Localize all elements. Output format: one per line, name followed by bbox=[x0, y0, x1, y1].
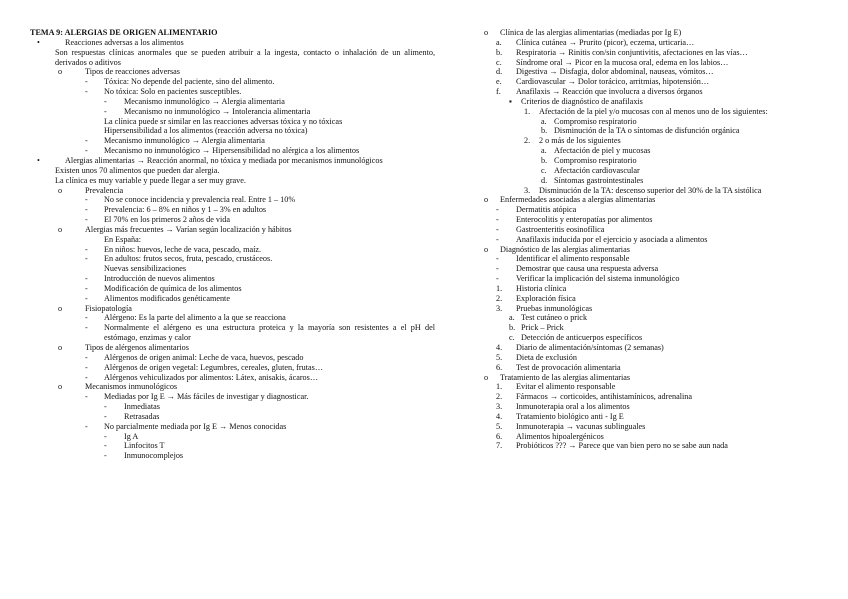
item-text: No parcialmente mediada por Ig E → Menos conocidas bbox=[104, 421, 287, 431]
outline-item bbox=[484, 186, 814, 196]
item-text: Demostrar que causa una respuesta adversa bbox=[516, 264, 659, 274]
list-marker: f. bbox=[496, 87, 501, 97]
item-text: Probióticos ??? → Parece que van bien pero no se sabe aun nada bbox=[516, 441, 728, 451]
list-marker: o bbox=[484, 244, 489, 254]
outline-item bbox=[484, 402, 814, 412]
list-marker: - bbox=[85, 421, 88, 431]
item-text: Evitar el alimento responsable bbox=[516, 382, 616, 392]
outline-item bbox=[30, 225, 435, 235]
list-marker: - bbox=[85, 274, 88, 284]
list-marker: - bbox=[496, 274, 499, 284]
outline-item bbox=[484, 58, 814, 68]
outline-item bbox=[484, 323, 814, 333]
outline-item bbox=[30, 432, 435, 442]
list-marker: - bbox=[85, 372, 88, 382]
outline-item bbox=[30, 126, 435, 136]
title-text: TEMA 9: ALERGIAS DE ORIGEN ALIMENTARIO bbox=[30, 28, 218, 37]
outline-item bbox=[484, 412, 814, 422]
outline-item bbox=[30, 353, 435, 363]
list-marker: - bbox=[496, 205, 499, 215]
outline-item bbox=[30, 402, 435, 412]
list-marker: a. bbox=[496, 37, 502, 47]
item-text: Prick – Prick bbox=[521, 323, 564, 333]
list-marker: - bbox=[496, 224, 499, 234]
outline-item bbox=[30, 235, 435, 245]
list-marker: o bbox=[484, 372, 489, 382]
item-text: Afectación de la piel y/o mucosas con al menos uno de los siguientes: bbox=[539, 106, 768, 116]
list-marker: b. bbox=[496, 47, 503, 57]
item-text: Retrasadas bbox=[124, 411, 160, 421]
item-text: No tóxica: Solo en pacientes susceptibles. bbox=[104, 87, 242, 97]
outline-item bbox=[484, 343, 814, 353]
item-text: Alérgenos de origen vegetal: Legumbres, cereales, gluten, frutas… bbox=[104, 362, 324, 372]
list-marker: - bbox=[85, 215, 88, 225]
item-text: Mecanismo no inmunológico → Intolerancia alimentaria bbox=[124, 106, 311, 116]
list-marker: - bbox=[104, 451, 107, 461]
item-text: Clínica cutánea → Prurito (picor), eczema, urticaria… bbox=[516, 37, 695, 47]
outline-item bbox=[484, 284, 814, 294]
list-marker: o bbox=[58, 343, 63, 352]
item-text: Hipersensibilidad a los alimentos (reacción adversa no tóxica) bbox=[104, 126, 308, 136]
outline-item bbox=[484, 215, 814, 225]
outline-item bbox=[484, 67, 814, 77]
list-marker: o bbox=[484, 28, 489, 37]
outline-item bbox=[484, 48, 814, 58]
item-text: Detección de anticuerpos específicos bbox=[521, 333, 643, 343]
outline-item bbox=[30, 441, 435, 451]
item-text: Fármacos → corticoides, antihistamínicos, adrenalina bbox=[516, 392, 692, 402]
item-text: Disminución de la TA: descenso superior del 30% de la TA sistólica bbox=[539, 185, 762, 195]
list-marker: b. bbox=[541, 126, 548, 136]
outline-item bbox=[484, 97, 814, 107]
outline-item bbox=[30, 363, 435, 373]
item-text: Mecanismo no inmunológico → Hipersensibilidad no alérgica a los alimentos bbox=[104, 146, 360, 156]
item-text: Tipos de alérgenos alimentarios bbox=[85, 343, 189, 352]
item-text: Alérgenos vehiculizados por alimentos: Látex, anisakis, ácaros… bbox=[104, 372, 319, 382]
list-marker: - bbox=[496, 215, 499, 225]
outline-item bbox=[484, 245, 814, 255]
item-text: Prevalencia: 6 – 8% en niños y 1 – 3% en adultos bbox=[104, 205, 267, 215]
outline-item bbox=[484, 117, 814, 127]
outline-item bbox=[30, 284, 435, 294]
outline-item bbox=[484, 156, 814, 166]
outline-item bbox=[484, 274, 814, 284]
item-text: Cardiovascular → Dolor torácico, arritmias, hipotensión… bbox=[516, 77, 710, 87]
item-text: Alérgenos de origen animal: Leche de vaca, huevos, pescado bbox=[104, 352, 304, 362]
item-text: Inmediatas bbox=[124, 402, 160, 412]
list-marker: • bbox=[37, 155, 40, 165]
outline-item bbox=[484, 422, 814, 432]
list-marker: c. bbox=[496, 57, 502, 67]
outline-item bbox=[30, 107, 435, 117]
list-marker: - bbox=[104, 431, 107, 441]
outline-item bbox=[484, 313, 814, 323]
list-marker: - bbox=[85, 283, 88, 293]
list-marker: - bbox=[85, 254, 88, 264]
list-marker: 1. bbox=[496, 283, 503, 293]
list-marker: - bbox=[85, 77, 88, 87]
outline-item bbox=[30, 294, 435, 304]
list-marker: - bbox=[85, 87, 88, 97]
outline-item bbox=[30, 87, 435, 97]
list-marker: ▪ bbox=[509, 96, 512, 106]
item-text: Tratamiento biológico anti - Ig E bbox=[516, 411, 624, 421]
item-text: La clínica es muy variable y puede llegar a ser muy grave. bbox=[55, 175, 246, 185]
outline-item bbox=[484, 38, 814, 48]
outline-item bbox=[30, 176, 435, 186]
outline-item bbox=[484, 225, 814, 235]
item-text: Enterocolitis y enteropatías por alimentos bbox=[516, 215, 653, 225]
list-marker: b. bbox=[541, 155, 548, 165]
list-marker: 1. bbox=[524, 106, 531, 116]
item-text: Tipos de reacciones adversas bbox=[85, 67, 180, 77]
outline-item bbox=[30, 451, 435, 461]
outline-item bbox=[484, 195, 814, 205]
list-marker: - bbox=[85, 146, 88, 156]
outline-item bbox=[30, 195, 435, 205]
list-marker: e. bbox=[496, 77, 502, 87]
item-text: Síndrome oral → Picor en la mucosa oral, edema en los labios… bbox=[516, 57, 729, 67]
outline-item bbox=[30, 215, 435, 225]
outline-item bbox=[484, 432, 814, 442]
outline-item bbox=[30, 264, 435, 274]
list-marker: 5. bbox=[496, 421, 503, 431]
list-marker: - bbox=[104, 411, 107, 421]
item-text: Inmunoterapia oral a los alimentos bbox=[516, 402, 630, 412]
item-text: Tóxica: No depende del paciente, sino del alimento. bbox=[104, 77, 275, 87]
list-marker: - bbox=[85, 313, 88, 323]
list-marker: d. bbox=[541, 175, 548, 185]
item-text: Mecanismo inmunológico → Alergia alimentaria bbox=[104, 136, 265, 146]
list-marker: • bbox=[37, 37, 40, 47]
list-marker: 2. bbox=[496, 293, 503, 303]
item-text: 2 o más de los siguientes bbox=[539, 136, 621, 146]
list-marker: - bbox=[85, 195, 88, 205]
list-marker: - bbox=[496, 254, 499, 264]
item-text: Mediadas por Ig E → Más fáciles de investigar y diagnosticar. bbox=[104, 392, 309, 402]
outline-item bbox=[30, 77, 435, 87]
list-marker: - bbox=[104, 402, 107, 412]
list-marker: c. bbox=[541, 165, 547, 175]
outline-item bbox=[30, 117, 435, 127]
list-marker: - bbox=[496, 234, 499, 244]
outline-item bbox=[30, 274, 435, 284]
item-text: Digestiva → Disfagia, dolor abdominal, nauseas, vómitos… bbox=[516, 67, 714, 77]
item-text: Compromiso respiratorio bbox=[554, 116, 637, 126]
list-marker: - bbox=[85, 205, 88, 215]
outline-item bbox=[484, 146, 814, 156]
item-text: Alergias más frecuentes → Varían según localización y hábitos bbox=[85, 224, 292, 234]
item-text: Ig A bbox=[124, 431, 139, 441]
outline-item bbox=[30, 245, 435, 255]
outline-item bbox=[484, 294, 814, 304]
item-text: Clínica de las alergias alimentarias (mediadas por Ig E) bbox=[500, 28, 682, 37]
item-text: Alimentos hipoalergénicos bbox=[516, 431, 604, 441]
outline-item bbox=[30, 146, 435, 156]
list-marker: - bbox=[104, 96, 107, 106]
list-marker: 3. bbox=[496, 303, 503, 313]
outline-item bbox=[30, 382, 435, 392]
list-marker: d. bbox=[496, 67, 503, 77]
outline-item bbox=[30, 392, 435, 402]
item-text: Reacciones adversas a los alimentos bbox=[65, 37, 184, 47]
outline-item bbox=[484, 392, 814, 402]
list-marker: o bbox=[58, 185, 63, 195]
outline-item bbox=[30, 136, 435, 146]
list-marker: 3. bbox=[496, 402, 503, 412]
outline-item bbox=[30, 97, 435, 107]
item-text: Síntomas gastrointestinales bbox=[554, 175, 644, 185]
item-text: Tratamiento de las alergias alimentarias bbox=[500, 372, 631, 382]
document-title bbox=[30, 28, 435, 38]
list-marker: b. bbox=[509, 323, 516, 333]
outline-item bbox=[30, 38, 435, 48]
outline-item bbox=[30, 156, 435, 166]
item-text: Respiratoria → Rinitis con/sin conjuntivitis, afectaciones en las vías… bbox=[516, 47, 748, 57]
outline-item bbox=[30, 186, 435, 196]
item-text: Inmunoterapia → vacunas sublinguales bbox=[516, 421, 646, 431]
item-text: Modificación de química de los alimentos bbox=[104, 283, 242, 293]
list-marker: c. bbox=[509, 333, 515, 343]
item-text: Afectación cardiovascular bbox=[554, 165, 640, 175]
item-text: Linfocitos T bbox=[124, 441, 165, 451]
right-column bbox=[484, 28, 814, 451]
list-marker: - bbox=[85, 352, 88, 362]
outline-item bbox=[30, 254, 435, 264]
item-text: Test de provocación alimentaria bbox=[516, 362, 621, 372]
outline-item bbox=[484, 28, 814, 38]
item-text: Introducción de nuevos alimentos bbox=[104, 274, 215, 284]
item-text: En niños: huevos, leche de vaca, pescado, maíz. bbox=[104, 244, 262, 254]
item-text: Test cutáneo o prick bbox=[521, 313, 588, 323]
list-marker: 6. bbox=[496, 431, 503, 441]
item-text: Enfermedades asociadas a alergias alimentarias bbox=[500, 195, 656, 205]
item-text: Diario de alimentación/síntomas (2 semanas) bbox=[516, 343, 664, 352]
item-text: Son respuestas clínicas anormales que se pueden atribuir a la ingesta, contacto o inhalación de un alimento, derivados o aditivos bbox=[55, 47, 435, 67]
list-marker: 4. bbox=[496, 343, 503, 352]
list-marker: a. bbox=[509, 313, 515, 323]
item-text: Diagnóstico de las alergias alimentarias bbox=[500, 244, 630, 254]
item-text: Mecanismos inmunológicos bbox=[85, 382, 178, 392]
item-text: Historia clínica bbox=[516, 283, 567, 293]
outline-item bbox=[484, 77, 814, 87]
outline-item bbox=[30, 205, 435, 215]
item-text: Anafilaxis → Reacción que involucra a diversos órganos bbox=[516, 87, 703, 97]
item-text: Normalmente el alérgeno es una estructura proteica y la mayoría son resistentes a el pH del estómago, enzimas y calor bbox=[104, 323, 435, 343]
list-marker: - bbox=[85, 392, 88, 402]
item-text: Dieta de exclusión bbox=[516, 352, 577, 362]
item-text: Anafilaxis inducida por el ejercicio y asociada a alimentos bbox=[516, 234, 708, 244]
outline-item bbox=[30, 412, 435, 422]
outline-item bbox=[484, 363, 814, 373]
list-marker: - bbox=[104, 106, 107, 116]
outline-item bbox=[484, 205, 814, 215]
list-marker: o bbox=[58, 224, 63, 234]
list-marker: 2. bbox=[524, 136, 531, 146]
outline-item bbox=[30, 166, 435, 176]
item-text: Alérgeno: Es la parte del alimento a la que se reacciona bbox=[104, 313, 286, 323]
outline-item bbox=[484, 304, 814, 314]
item-text: Gastroenteritis eosinofílica bbox=[516, 224, 605, 234]
outline-item bbox=[484, 126, 814, 136]
list-marker: 7. bbox=[496, 441, 503, 451]
item-text: Criterios de diagnóstico de anafilaxis bbox=[521, 96, 643, 106]
outline-item bbox=[484, 382, 814, 392]
outline-item bbox=[484, 136, 814, 146]
list-marker: a. bbox=[541, 146, 547, 156]
list-marker: - bbox=[85, 244, 88, 254]
outline-item bbox=[30, 313, 435, 323]
list-marker: - bbox=[85, 323, 88, 333]
item-text: Existen unos 70 alimentos que pueden dar alergia. bbox=[55, 165, 220, 175]
outline-item bbox=[484, 441, 814, 451]
outline-item bbox=[484, 373, 814, 383]
item-text: Inmunocomplejos bbox=[124, 451, 184, 461]
outline-item bbox=[30, 343, 435, 353]
outline-item bbox=[484, 264, 814, 274]
item-text: Alimentos modificados genéticamente bbox=[104, 293, 230, 303]
list-marker: 1. bbox=[496, 382, 503, 392]
item-text: El 70% en los primeros 2 años de vida bbox=[104, 215, 230, 225]
item-text: Nuevas sensibilizaciones bbox=[104, 264, 187, 274]
item-text: Fisiopatología bbox=[85, 303, 132, 313]
item-text: Compromiso respiratorio bbox=[554, 155, 637, 165]
outline-item bbox=[484, 87, 814, 97]
item-text: No se conoce incidencia y prevalencia real. Entre 1 – 10% bbox=[104, 195, 296, 205]
list-marker: - bbox=[104, 441, 107, 451]
outline-item bbox=[30, 67, 435, 77]
outline-item bbox=[484, 333, 814, 343]
list-marker: o bbox=[58, 303, 63, 313]
list-marker: - bbox=[85, 293, 88, 303]
outline-item bbox=[484, 107, 814, 117]
outline-item bbox=[484, 166, 814, 176]
left-column bbox=[30, 28, 435, 461]
list-marker: o bbox=[58, 382, 63, 392]
item-text: Mecanismo inmunológico → Alergia alimentaria bbox=[124, 96, 285, 106]
outline-item bbox=[30, 373, 435, 383]
item-text: Disminución de la TA o síntomas de disfunción orgánica bbox=[554, 126, 740, 136]
item-text: Verificar la implicación del sistema inmunológico bbox=[516, 274, 680, 284]
outline-item bbox=[30, 304, 435, 314]
outline-item bbox=[30, 48, 435, 68]
outline-item bbox=[30, 323, 435, 343]
item-text: Exploración física bbox=[516, 293, 576, 303]
list-marker: 5. bbox=[496, 352, 503, 362]
item-text: Dermatitis atópica bbox=[516, 205, 577, 215]
item-text: Identificar el alimento responsable bbox=[516, 254, 630, 264]
outline-item bbox=[484, 176, 814, 186]
list-marker: 3. bbox=[524, 185, 531, 195]
list-marker: 4. bbox=[496, 411, 503, 421]
item-text: Afectación de piel y mucosas bbox=[554, 146, 651, 156]
item-text: Prevalencia bbox=[85, 185, 124, 195]
item-text: En España: bbox=[104, 234, 142, 244]
outline-item bbox=[30, 422, 435, 432]
item-text: La clínica puede sr similar en las reacciones adversas tóxica y no tóxicas bbox=[104, 116, 343, 126]
list-marker: 2. bbox=[496, 392, 503, 402]
list-marker: o bbox=[58, 67, 63, 77]
item-text: Alergias alimentarias → Reacción anormal, no tóxica y mediada por mecanismos inmunológicos bbox=[65, 155, 383, 165]
list-marker: a. bbox=[541, 116, 547, 126]
item-text: Pruebas inmunológicas bbox=[516, 303, 593, 313]
item-text: En adultos: frutos secos, fruta, pescado, crustáceos. bbox=[104, 254, 273, 264]
list-marker: - bbox=[496, 264, 499, 274]
list-marker: - bbox=[85, 136, 88, 146]
list-marker: 6. bbox=[496, 362, 503, 372]
outline-item bbox=[484, 235, 814, 245]
list-marker: o bbox=[484, 195, 489, 205]
outline-item bbox=[484, 254, 814, 264]
list-marker: - bbox=[85, 362, 88, 372]
outline-item bbox=[484, 353, 814, 363]
